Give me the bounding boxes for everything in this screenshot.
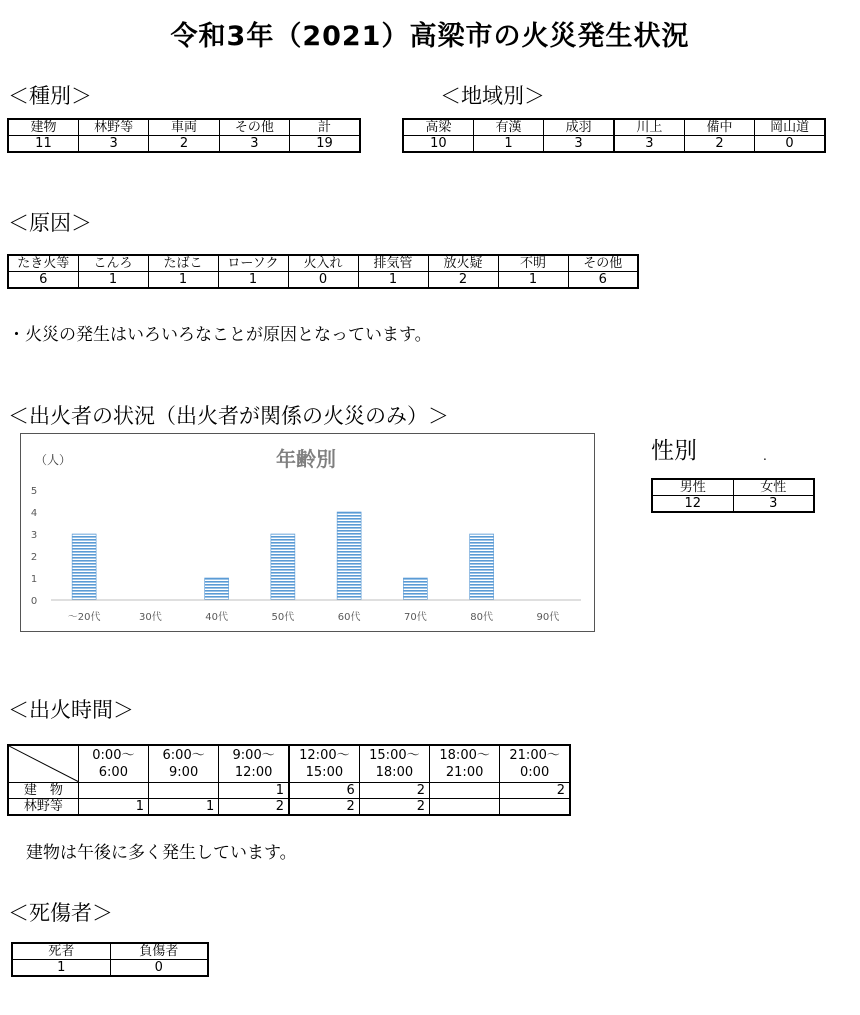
age-chart <box>20 433 595 632</box>
cause-value-cell: 1 <box>358 272 428 289</box>
time-cell <box>430 783 500 799</box>
time-header-line1: 9:00～ <box>232 748 275 763</box>
bar <box>205 578 229 600</box>
region-header-cell: 有漢 <box>473 119 543 136</box>
time-cell: 2 <box>500 783 570 799</box>
region-value-cell: 0 <box>755 136 825 153</box>
cause-value-cell: 6 <box>568 272 638 289</box>
person-heading: ＜出火者の状況（出火者が関係の火災のみ）＞ <box>8 404 449 428</box>
time-header-cell <box>289 745 359 783</box>
type-header-cell: その他 <box>219 119 289 136</box>
gender-value-cell: 12 <box>652 496 733 513</box>
type-value-cell: 3 <box>78 136 148 153</box>
cause-value-cell: 1 <box>218 272 288 289</box>
time-cell: 2 <box>219 799 289 816</box>
time-cell: 2 <box>289 799 359 816</box>
gender-value-row <box>652 496 814 513</box>
time-header-line1: 6:00～ <box>162 748 205 763</box>
time-row-label: 林野等 <box>8 799 78 816</box>
time-row-building <box>8 783 570 799</box>
casualty-heading: ＜死傷者＞ <box>8 901 113 925</box>
time-cell: 1 <box>219 783 289 799</box>
cause-header-cell: 不明 <box>498 255 568 272</box>
region-header-cell: 川上 <box>614 119 684 136</box>
x-tick-label: 50代 <box>271 612 295 623</box>
time-header-row <box>8 745 570 783</box>
cause-value-cell: 0 <box>288 272 358 289</box>
x-tick-label: 70代 <box>404 612 427 623</box>
chart-title: 年齢別 <box>276 447 336 471</box>
time-row-forest <box>8 799 570 816</box>
x-tick-label: 40代 <box>205 612 228 623</box>
time-table <box>7 744 571 816</box>
time-header-line2: 15:00 <box>305 765 344 780</box>
casualty-value-cell: 0 <box>110 960 208 977</box>
time-cell: 1 <box>78 799 148 816</box>
region-header-cell: 高梁 <box>403 119 473 136</box>
time-cell: 2 <box>359 783 429 799</box>
age-chart-svg <box>21 434 594 631</box>
gender-value-cell: 3 <box>733 496 814 513</box>
time-header-cell <box>219 745 289 783</box>
cause-value-cell: 6 <box>8 272 78 289</box>
region-header-cell: 備中 <box>684 119 754 136</box>
region-value-cell: 10 <box>403 136 473 153</box>
time-header-line1: 21:00～ <box>509 748 560 763</box>
time-header-line2: 12:00 <box>234 765 273 780</box>
cause-header-cell: ローソク <box>218 255 288 272</box>
region-table <box>402 118 826 153</box>
gender-header-row <box>652 479 814 496</box>
region-value-cell: 2 <box>684 136 754 153</box>
region-value-cell: 3 <box>544 136 614 153</box>
time-cell <box>500 799 570 816</box>
type-header-cell: 車両 <box>149 119 219 136</box>
cause-value-cell: 1 <box>148 272 218 289</box>
y-tick-label: 3 <box>30 530 38 541</box>
x-tick-label: 80代 <box>470 612 493 623</box>
bar <box>337 512 361 600</box>
gender-dot: . <box>763 449 767 463</box>
time-cell: 6 <box>289 783 359 799</box>
cause-header-row <box>8 255 638 272</box>
time-heading: ＜出火時間＞ <box>8 698 134 722</box>
chart-y-axis-label: （人） <box>35 453 72 467</box>
time-header-line2: 18:00 <box>375 765 414 780</box>
casualty-value-row <box>12 960 208 977</box>
cause-header-cell: その他 <box>568 255 638 272</box>
time-header-line2: 9:00 <box>169 765 199 780</box>
cause-value-cell: 2 <box>428 272 498 289</box>
gender-header-cell: 女性 <box>733 479 814 496</box>
casualty-header-row <box>12 943 208 960</box>
time-cell <box>149 783 219 799</box>
bar <box>403 578 427 600</box>
time-corner-cell <box>8 745 78 783</box>
page-title: 令和3年（2021）高梁市の火災発生状況 <box>170 21 690 52</box>
type-value-cell: 11 <box>8 136 78 153</box>
cause-header-cell: 火入れ <box>288 255 358 272</box>
type-value-cell: 2 <box>149 136 219 153</box>
x-tick-label: ～20代 <box>67 612 101 623</box>
time-header-line1: 0:00～ <box>92 748 135 763</box>
type-header-cell: 建物 <box>8 119 78 136</box>
cause-header-cell: 排気管 <box>358 255 428 272</box>
region-value-row <box>403 136 825 153</box>
bar <box>271 534 295 600</box>
time-header-cell <box>78 745 148 783</box>
cause-header-cell: こんろ <box>78 255 148 272</box>
time-header-cell <box>359 745 429 783</box>
x-tick-label: 30代 <box>139 612 162 623</box>
type-header-cell: 林野等 <box>78 119 148 136</box>
time-cell <box>78 783 148 799</box>
time-header-line1: 15:00～ <box>369 748 420 763</box>
x-tick-label: 90代 <box>536 612 560 623</box>
casualty-value-cell: 1 <box>12 960 110 977</box>
time-header-line2: 6:00 <box>98 765 128 780</box>
type-heading: ＜種別＞ <box>8 84 92 108</box>
type-value-cell: 19 <box>290 136 360 153</box>
cause-note: ・火災の発生はいろいろなことが原因となっています。 <box>8 325 432 345</box>
time-header-cell <box>430 745 500 783</box>
cause-value-cell: 1 <box>78 272 148 289</box>
y-tick-label: 4 <box>30 508 38 519</box>
casualty-header-cell: 死者 <box>12 943 110 960</box>
time-header-line1: 12:00～ <box>299 748 350 763</box>
time-header-cell <box>149 745 219 783</box>
casualty-header-cell: 負傷者 <box>110 943 208 960</box>
bar <box>470 534 494 600</box>
region-header-row <box>403 119 825 136</box>
time-cell: 2 <box>359 799 429 816</box>
region-header-cell: 成羽 <box>544 119 614 136</box>
bar <box>72 534 96 600</box>
cause-heading: ＜原因＞ <box>8 211 92 235</box>
cause-header-cell: たばこ <box>148 255 218 272</box>
time-note: 建物は午後に多く発生しています。 <box>26 843 297 863</box>
y-tick-label: 5 <box>30 486 38 497</box>
type-header-row <box>8 119 360 136</box>
time-header-line1: 18:00～ <box>439 748 490 763</box>
region-heading: ＜地域別＞ <box>440 84 545 108</box>
gender-heading: 性別 <box>651 438 697 464</box>
casualty-table <box>11 942 209 977</box>
gender-table <box>651 478 815 513</box>
cause-header-cell: 放火疑 <box>428 255 498 272</box>
type-header-cell: 計 <box>290 119 360 136</box>
region-header-cell: 岡山道 <box>755 119 825 136</box>
cause-table <box>7 254 639 289</box>
x-tick-label: 60代 <box>337 612 361 623</box>
cause-header-cell: たき火等 <box>8 255 78 272</box>
region-value-cell: 1 <box>473 136 543 153</box>
gender-header-cell: 男性 <box>652 479 733 496</box>
type-value-cell: 3 <box>219 136 289 153</box>
y-tick-label: 0 <box>30 596 38 607</box>
type-table <box>7 118 361 153</box>
time-header-line2: 21:00 <box>445 765 484 780</box>
time-header-line2: 0:00 <box>520 765 550 780</box>
region-value-cell: 3 <box>614 136 684 153</box>
time-row-label: 建 物 <box>8 783 78 799</box>
cause-value-row <box>8 272 638 289</box>
y-tick-label: 1 <box>30 574 38 585</box>
diagonal-line <box>9 746 78 782</box>
time-cell: 1 <box>149 799 219 816</box>
time-header-cell <box>500 745 570 783</box>
y-tick-label: 2 <box>30 552 38 563</box>
type-value-row <box>8 136 360 153</box>
time-cell <box>430 799 500 816</box>
cause-value-cell: 1 <box>498 272 568 289</box>
